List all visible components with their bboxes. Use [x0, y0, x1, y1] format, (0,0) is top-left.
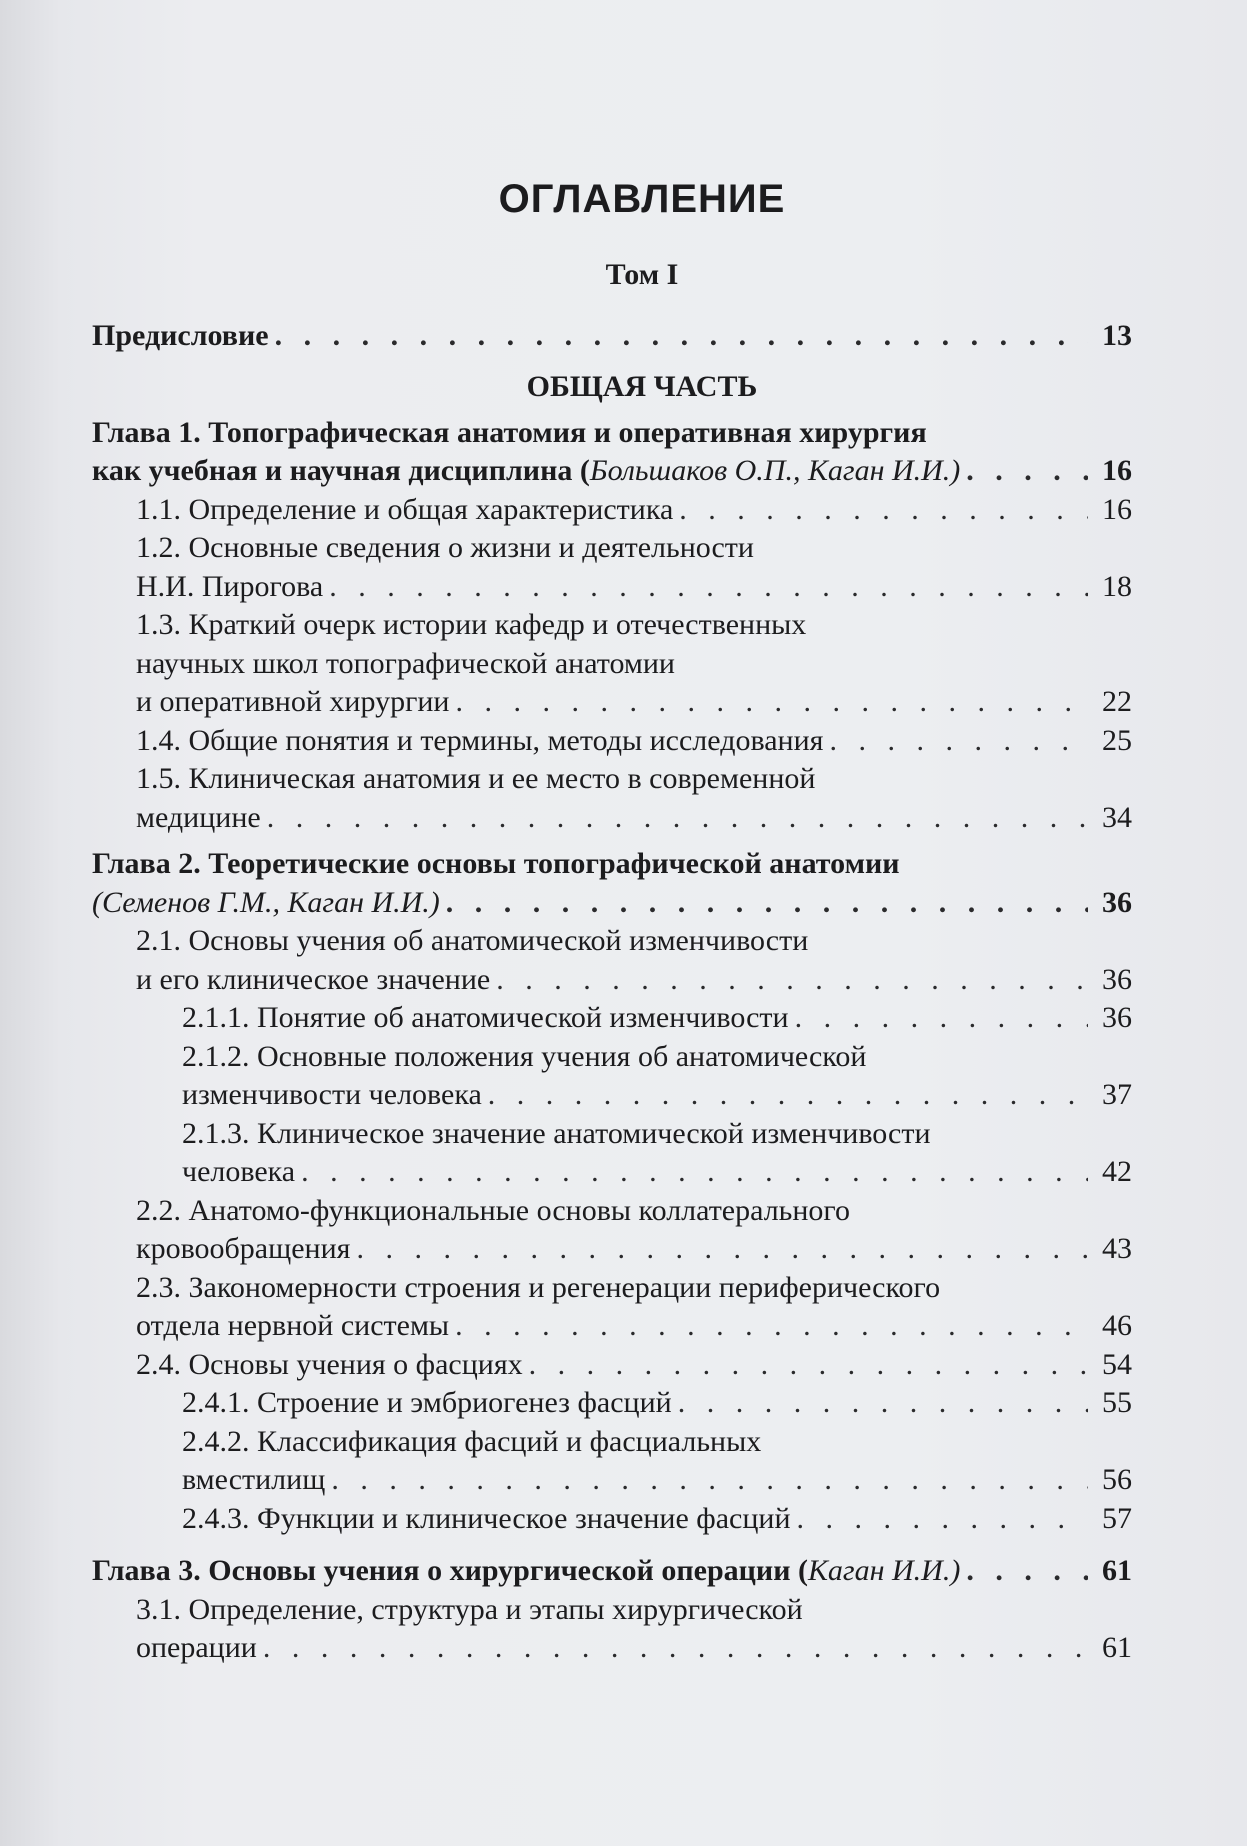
entry-authors: Каган И.И.	[807, 1554, 951, 1587]
dot-leader	[455, 1307, 1088, 1346]
page-number: 13	[1102, 319, 1132, 352]
dot-leader	[529, 1346, 1088, 1385]
dot-leader	[275, 317, 1088, 356]
dot-leader	[966, 452, 1088, 491]
page-number: 36	[1102, 1001, 1132, 1034]
entry-authors-line	[92, 884, 440, 923]
entry-title: 2.3. Закономерности строения и регенерации периферического	[136, 1270, 941, 1304]
entry-title: 2.4.3. Функции и клиническое значение фасций	[182, 1501, 791, 1535]
toc-entry-chapter-2[interactable]	[92, 845, 1132, 922]
toc-entry-2-1-3[interactable]	[92, 1115, 1132, 1192]
entry-authors: Большаков О.П., Каган И.И.	[589, 454, 951, 487]
page-number: 42	[1102, 1155, 1132, 1188]
entry-title: 2.1. Основы учения об анатомической изменчивости	[136, 924, 809, 957]
entry-title: 2.4.1. Строение и эмбриогенез фасций	[182, 1386, 672, 1419]
entry-title: 1.2. Основные сведения о жизни и деятельности	[136, 531, 754, 564]
section-title: ОБЩАЯ ЧАСТЬ	[526, 369, 758, 403]
page-number: 22	[1102, 685, 1132, 718]
toc-entry-chapter-1[interactable]	[92, 414, 1132, 491]
entry-title: 2.2. Анатомо-функциональные основы коллатерального	[136, 1193, 850, 1227]
entry-title: 1.3. Краткий очерк истории кафедр и отечественных	[136, 608, 807, 641]
entry-title-cont: изменчивости человека	[182, 1078, 482, 1111]
entry-title: 2.1.1. Понятие об анатомической изменчивости	[182, 1001, 789, 1034]
dot-leader	[795, 999, 1088, 1038]
toc-entry-2-1-2[interactable]	[92, 1038, 1132, 1115]
entry-title: 1.5. Клиническая анатомия и ее место в современной	[136, 762, 816, 795]
dot-leader	[488, 1076, 1088, 1115]
toc-entry-2-3[interactable]	[92, 1269, 1132, 1346]
entry-title-cont: медицине	[136, 800, 261, 834]
entry-title-text: Глава 3. Основы учения о хирургической операции (	[92, 1554, 808, 1587]
entry-title-cont	[92, 452, 960, 491]
toc-entry-2-1-1[interactable]	[92, 999, 1132, 1038]
entry-title: 3.1. Определение, структура и этапы хирургической	[136, 1592, 803, 1626]
page-number: 34	[1102, 800, 1132, 834]
page-title: ОГЛАВЛЕНИЕ	[498, 177, 786, 221]
dot-leader	[331, 1461, 1088, 1500]
toc-entry-chapter-3[interactable]	[92, 1552, 1132, 1591]
entry-title: 2.1.2. Основные положения учения об анатомической	[182, 1039, 867, 1073]
page-number: 36	[1102, 885, 1132, 919]
page-number: 16	[1102, 454, 1132, 487]
table-of-contents	[92, 175, 1132, 1668]
entry-title: Предисловие	[92, 319, 269, 352]
entry-title: Глава 2. Теоретические основы топографической анатомии	[92, 847, 900, 880]
entry-title: 1.1. Определение и общая характеристика	[136, 492, 674, 526]
entry-title-cont: кровообращения	[136, 1232, 351, 1265]
page-number: 43	[1102, 1232, 1132, 1265]
dot-leader	[678, 1384, 1088, 1423]
entry-title-cont: научных школ топографической анатомии	[136, 646, 675, 680]
entry-paren: )	[429, 885, 440, 919]
dot-leader	[679, 491, 1088, 530]
toc-entry-1-2[interactable]	[92, 529, 1132, 606]
entry-title-cont: Н.И. Пирогова	[136, 569, 324, 603]
entry-title: 2.4. Основы учения о фасциях	[136, 1347, 523, 1381]
entry-paren: )	[950, 454, 961, 487]
dot-leader	[797, 1500, 1088, 1539]
volume-title: Том I	[605, 258, 679, 291]
dot-leader	[356, 1230, 1088, 1269]
toc-entry-3-1[interactable]	[92, 1591, 1132, 1668]
page-number: 37	[1102, 1078, 1132, 1111]
toc-entry-2-2[interactable]	[92, 1192, 1132, 1269]
page-number: 16	[1102, 492, 1132, 526]
page-number: 61	[1102, 1631, 1132, 1664]
entry-paren: (	[92, 885, 102, 919]
page-number: 57	[1102, 1501, 1132, 1535]
entry-title: Глава 1. Топографическая анатомия и оперативная хирургия	[92, 415, 927, 449]
page-number: 25	[1102, 723, 1132, 757]
entry-title-text: как учебная и научная дисциплина (	[92, 454, 590, 487]
entry-title: 2.1.3. Клиническое значение анатомической изменчивости	[182, 1116, 931, 1150]
toc-entry-preface[interactable]	[92, 317, 1132, 356]
page-number: 61	[1102, 1554, 1132, 1587]
dot-leader	[496, 961, 1088, 1000]
dot-leader	[329, 568, 1088, 607]
dot-leader	[263, 1629, 1088, 1668]
page-number: 54	[1102, 1347, 1132, 1381]
dot-leader	[446, 884, 1088, 923]
entry-title-cont: операции	[136, 1631, 257, 1664]
page-number: 46	[1102, 1309, 1132, 1342]
toc-entry-2-4-1[interactable]	[92, 1384, 1132, 1423]
entry-paren: )	[950, 1554, 961, 1587]
entry-title-cont: и его клиническое значение	[136, 962, 491, 996]
entry-title-cont: вместилищ	[182, 1463, 326, 1496]
dot-leader	[966, 1552, 1088, 1591]
toc-entry-2-4-2[interactable]	[92, 1423, 1132, 1500]
entry-title	[92, 1552, 960, 1591]
toc-entry-1-1[interactable]	[92, 491, 1132, 530]
entry-title: 1.4. Общие понятия и термины, методы исследования	[136, 723, 824, 757]
page-number: 36	[1102, 962, 1132, 996]
toc-entry-1-5[interactable]	[92, 760, 1132, 837]
entry-title: 2.4.2. Классификация фасций и фасциальных	[182, 1424, 762, 1458]
page-number: 55	[1102, 1386, 1132, 1419]
dot-leader	[301, 1153, 1088, 1192]
toc-entry-2-1[interactable]	[92, 922, 1132, 999]
entry-title-cont: и оперативной хирургии	[136, 685, 450, 718]
toc-entry-1-4[interactable]	[92, 722, 1132, 761]
dot-leader	[829, 722, 1088, 761]
page-number: 56	[1102, 1463, 1132, 1496]
page-number: 18	[1102, 569, 1132, 603]
entry-authors: Семенов Г.М., Каган И.И.	[102, 885, 430, 919]
toc-entry-1-3[interactable]	[92, 606, 1132, 722]
dot-leader	[267, 799, 1088, 838]
entry-title-cont: человека	[182, 1155, 296, 1188]
toc-entry-2-4[interactable]	[92, 1346, 1132, 1385]
dot-leader	[455, 683, 1088, 722]
toc-entry-2-4-3[interactable]	[92, 1500, 1132, 1539]
entry-title-cont: отдела нервной системы	[136, 1309, 450, 1342]
